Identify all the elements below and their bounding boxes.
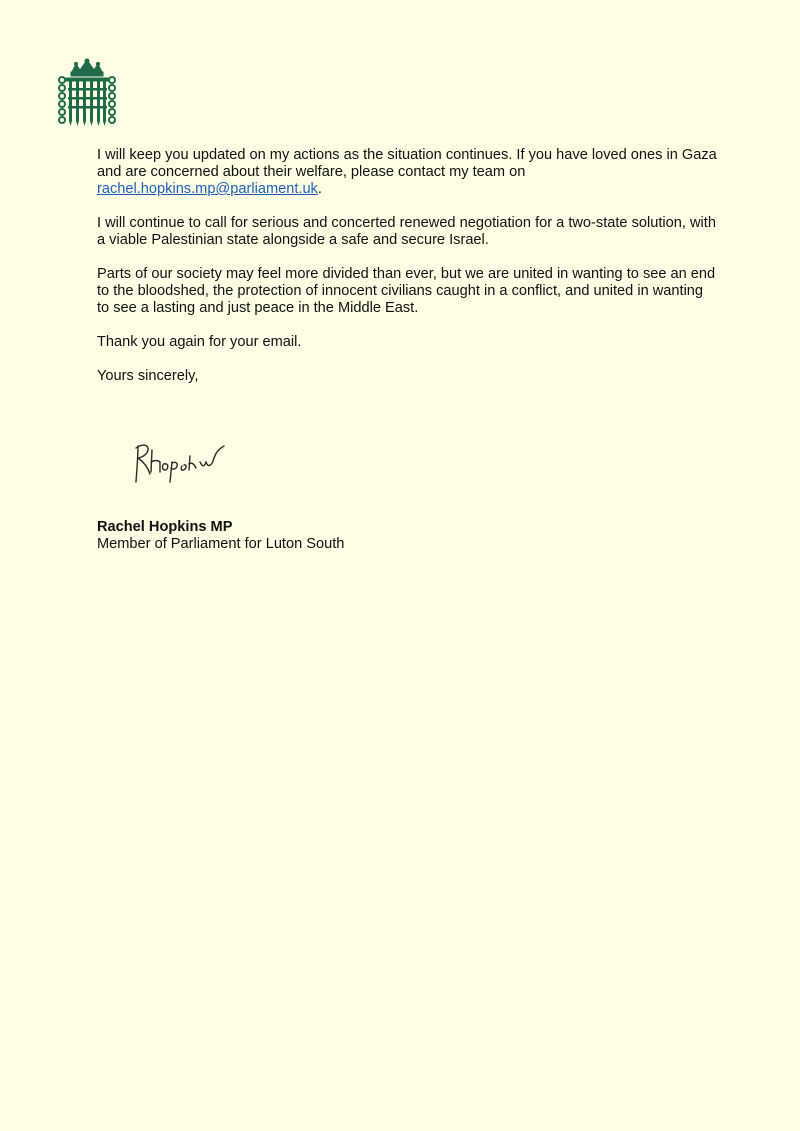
signature-block	[97, 519, 344, 553]
paragraph-thanks: Thank you again for your email.	[97, 334, 302, 350]
closing: Yours sincerely,	[97, 368, 199, 384]
paragraph-two-state: I will continue to call for serious and concerted renewed negotiation for a two-state solution, with a viable Palestinian state alongside a safe and secure Israel.	[97, 215, 716, 248]
paragraph-updates	[97, 147, 717, 198]
signature-image	[130, 436, 240, 488]
paragraph-society: Parts of our society may feel more divided than ever, but we are united in wanting to see an end to the bloodshed, the protection of innocent civilians caught in a conflict, and united in wanting to see a lasting and just peace in the Middle East.	[97, 266, 716, 316]
paragraph-updates-text: I will keep you updated on my actions as the situation continues. If you have loved ones in Gaza and are concerned about their welfare, please contact my team on	[97, 147, 717, 180]
letter-body	[97, 147, 717, 402]
sender-role: Member of Parliament for Luton South	[97, 536, 345, 552]
portcullis-icon	[56, 58, 118, 128]
sender-name: Rachel Hopkins MP	[97, 519, 233, 535]
paragraph-updates-end: .	[317, 181, 322, 197]
email-link[interactable]: rachel.hopkins.mp@parliament.uk	[97, 181, 318, 197]
